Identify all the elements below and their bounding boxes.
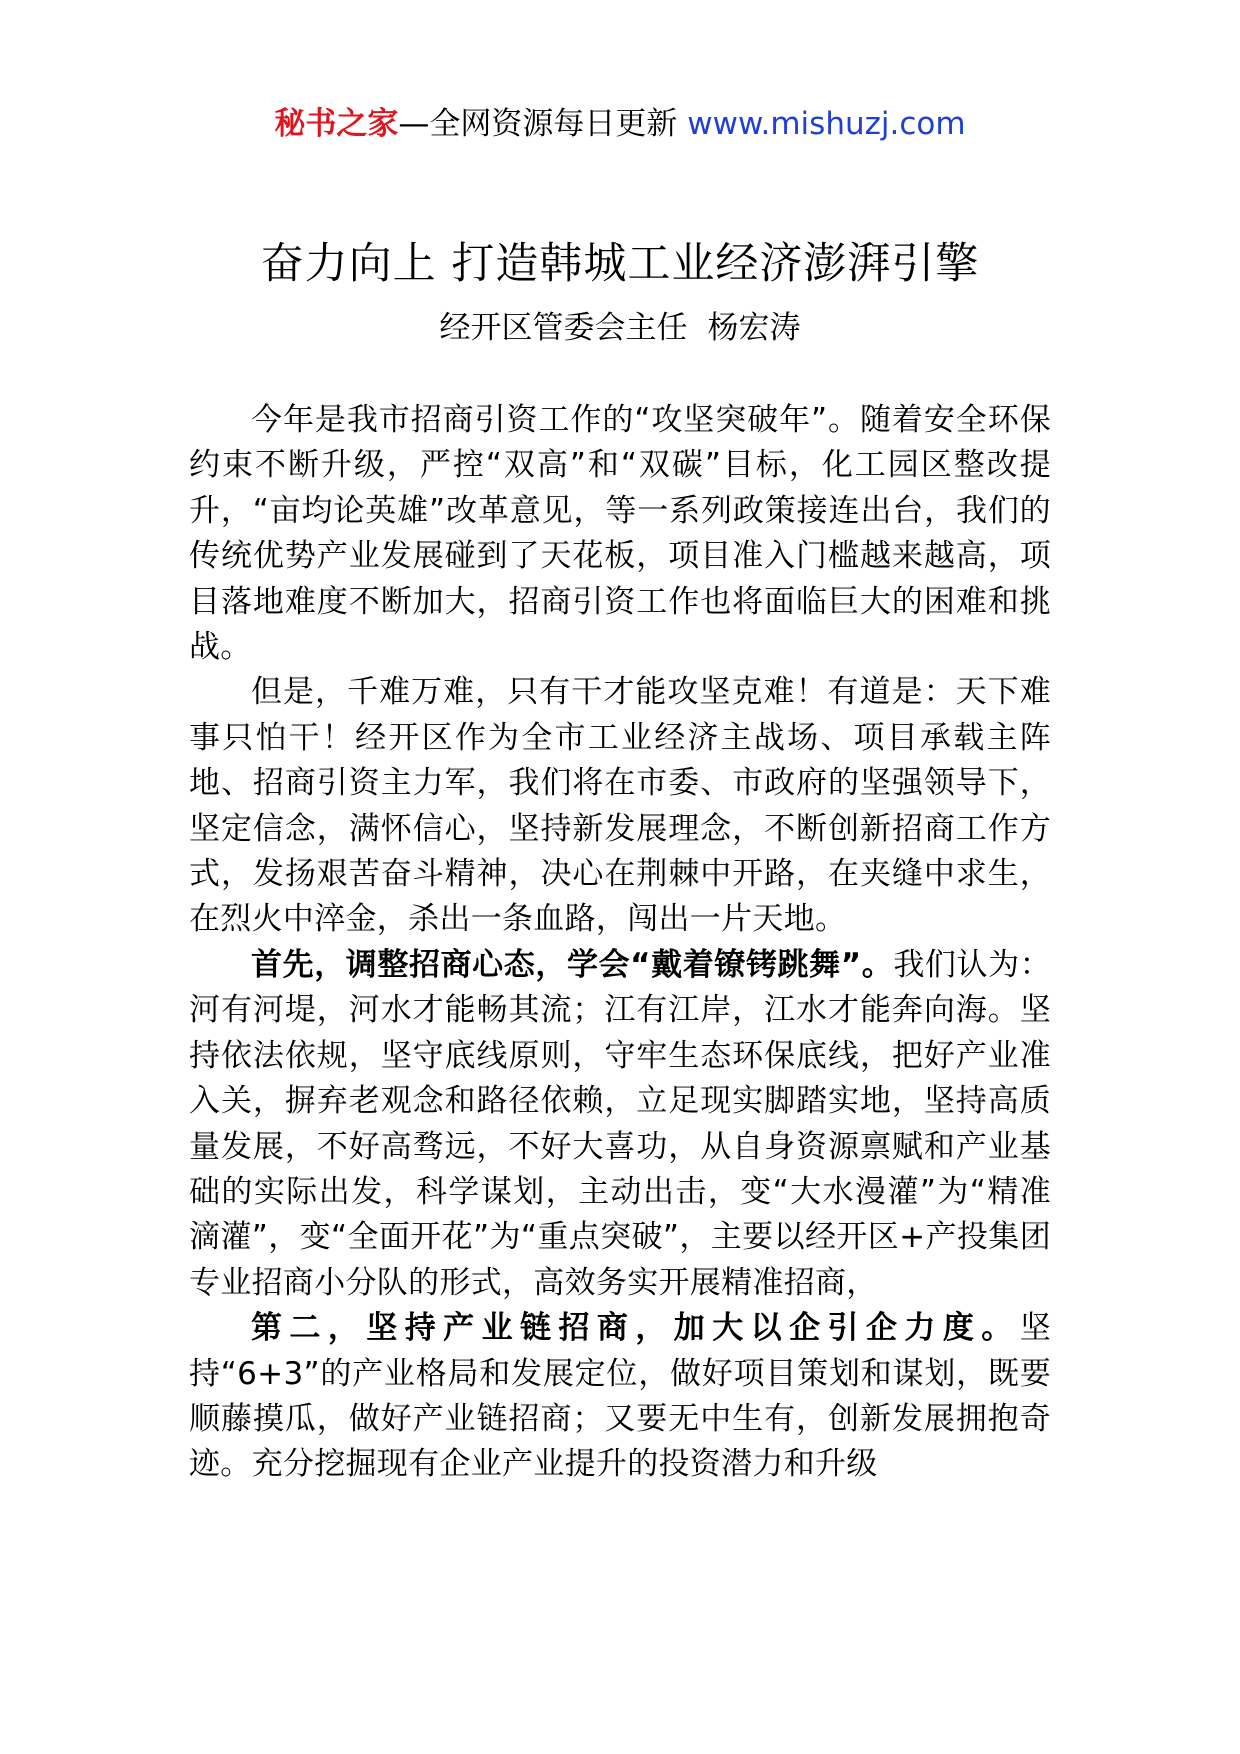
paragraph-lead: 首先，调整招商心态，学会“戴着镣铐跳舞”。 bbox=[251, 946, 894, 983]
paragraph-text: 我们认为：河有河堤，河水才能畅其流；江有江岸，江水才能奔向海。坚持依法依规，坚守底线原则，守牢生态环保底线，把好产业准入关，摒弃老观念和路径依赖，立足现实脚踏实地，坚持高质量发展，不好高骛远，不好大喜功，从自身资源禀赋和产业基础的实际出发，科学谋划，主动出击，变“大水漫灌”为“精准滴灌”，变“全面开花”为“重点突破”，主要以经开区+产投集团专业招商小分队的形式，高效务实开展精准招商， bbox=[189, 946, 1052, 1301]
site-header bbox=[0, 100, 1240, 148]
author-role: 经开区管委会主任 bbox=[439, 310, 688, 346]
author-byline bbox=[0, 304, 1240, 352]
paragraph bbox=[189, 670, 1051, 942]
paragraph-text: 今年是我市招商引资工作的“攻坚突破年”。随着安全环保约束不断升级，严控“双高”和“双碳”目标，化工园区整改提升，“亩均论英雄”改革意见，等一系列政策接连出台，我们的传统优势产业发展碰到了天花板，项目准入门槛越来越高，项目落地难度不断加大，招商引资工作也将面临巨大的困难和挑战。 bbox=[189, 402, 1051, 666]
paragraph bbox=[189, 1306, 1051, 1488]
document-title: 奋力向上 打造韩城工业经济澎湃引擎 bbox=[260, 239, 980, 289]
author-name: 杨宏涛 bbox=[707, 310, 801, 346]
paragraph bbox=[189, 398, 1051, 670]
paragraph-lead: 第二，坚持产业链招商，加大以企引企力度。 bbox=[251, 1310, 1020, 1347]
paragraph-text: 但是，千难万难，只有干才能攻坚克难！有道是：天下难事只怕干！经开区作为全市工业经济主战场、项目承载主阵地、招商引资主力军，我们将在市委、市政府的坚强领导下，坚定信念，满怀信心，坚持新发展理念，不断创新招商工作方式，发扬艰苦奋斗精神，决心在荆棘中开路，在夹缝中求生，在烈火中淬金，杀出一条血路，闯出一片天地。 bbox=[189, 674, 1051, 938]
site-brand: 秘书之家 bbox=[274, 106, 399, 142]
document-body bbox=[189, 398, 1051, 1488]
site-tagline: —全网资源每日更新 bbox=[398, 106, 678, 142]
paragraph-text: 坚持“6+3”的产业格局和发展定位，做好项目策划和谋划，既要顺藤摸瓜，做好产业链招商；又要无中生有，创新发展拥抱奇迹。充分挖掘现有企业产业提升的投资潜力和升级 bbox=[189, 1310, 1051, 1483]
site-url-link[interactable]: www.mishuzj.com bbox=[687, 106, 966, 142]
paragraph bbox=[189, 943, 1051, 1306]
